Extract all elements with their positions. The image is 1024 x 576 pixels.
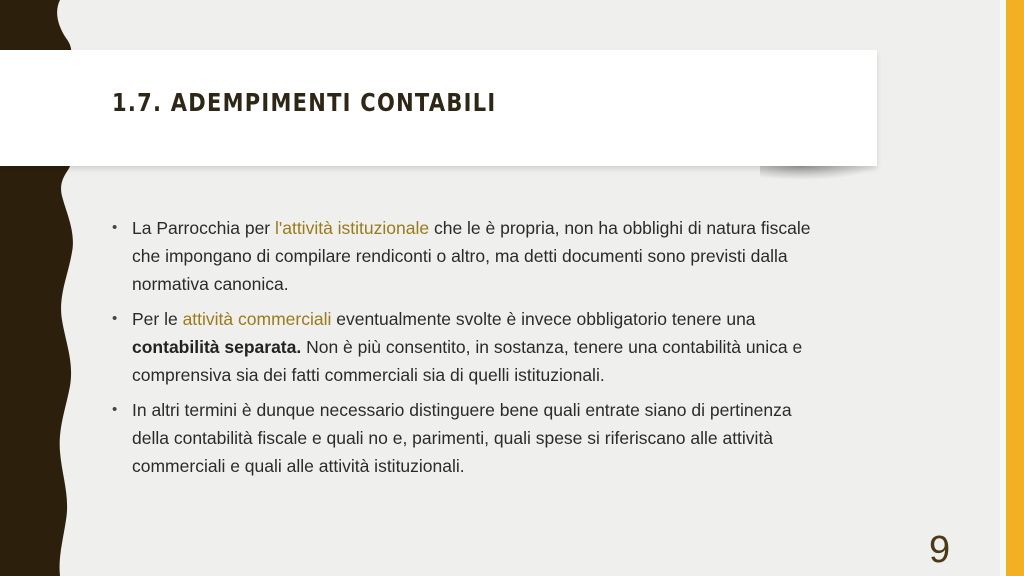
bullet-text: La Parrocchia per (132, 218, 275, 238)
bullet-text: Non è più consentito, in sostanza, tenere una contabilità unica e comprensiva sia dei fatti commerciali sia di quelli istituzionali. (132, 337, 803, 385)
bullet-item (112, 305, 832, 389)
bullet-item (112, 396, 832, 480)
right-accent-stripe (1006, 0, 1024, 576)
bullet-marker: • (112, 401, 118, 418)
slide-title: 1.7. ADEMPIMENTI CONTABILI (112, 88, 497, 117)
bold-text: contabilità separata. (132, 337, 302, 357)
bullet-text: eventualmente svolte è invece obbligatorio tenere una (331, 309, 756, 329)
highlight-text: attività commerciali (182, 309, 332, 329)
bullet-list (112, 214, 832, 487)
bullet-text: In altri termini è dunque necessario distinguere bene quali entrate siano di pertinenza della contabilità fiscale e quali no e, parimenti, quali spese si riferiscano alle attività commerciali e quali alle attività istituzionali. (132, 400, 792, 476)
page-number: 9 (929, 529, 951, 571)
bullet-item (112, 214, 832, 298)
bullet-marker: • (112, 219, 118, 236)
bullet-text: Per le (132, 309, 183, 329)
bullet-text: che le è propria, non ha obblighi di natura fiscale che impongano di compilare rendiconti o altro, ma detti documenti sono previsti dalla normativa canonica. (132, 218, 811, 294)
bullet-marker: • (112, 310, 118, 327)
title-box-shadow (760, 166, 878, 180)
highlight-text: l'attività istituzionale (275, 218, 430, 238)
